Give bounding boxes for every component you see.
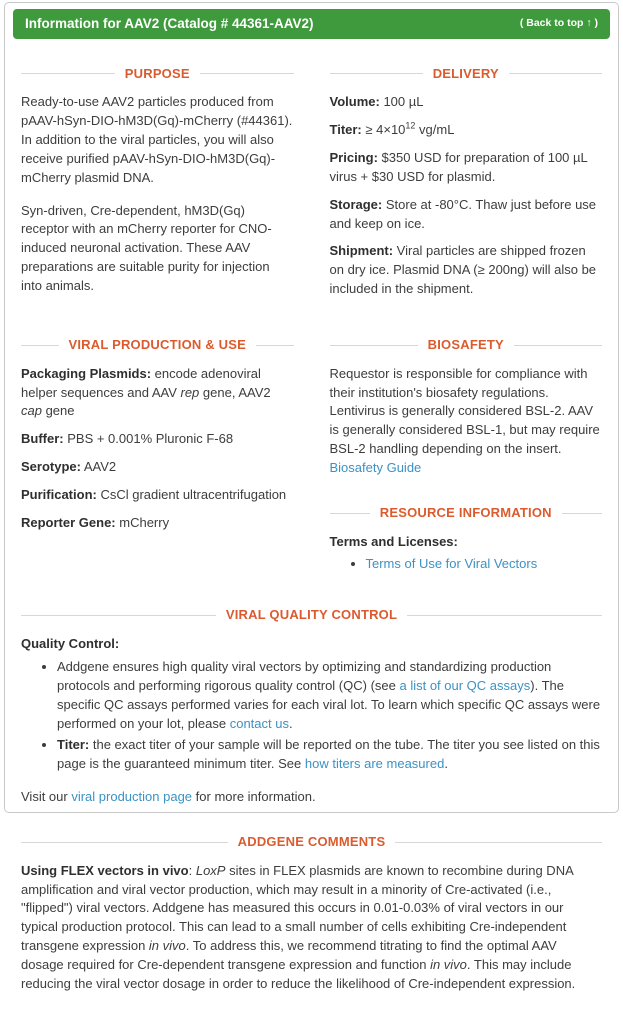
qc-bullet-protocols xyxy=(57,658,602,733)
qc-footer-line xyxy=(21,788,602,807)
delivery-titer xyxy=(330,121,603,140)
viral-production-section xyxy=(21,310,294,580)
text-segment: mCherry xyxy=(115,514,170,530)
superscript-text: 12 xyxy=(405,120,416,131)
reporter-gene-label: Reporter Gene: xyxy=(21,514,116,530)
text-segment: . To address this, we recommend titrating to find the optimal AAV dosage required for Cre-dependent transgene expression and function xyxy=(21,938,557,972)
purification-value xyxy=(97,487,286,502)
reporter-gene-value xyxy=(116,515,169,530)
addgene-comments-section xyxy=(21,833,602,994)
purpose-section xyxy=(21,39,294,310)
biosafety-section-title: BIOSAFETY xyxy=(330,336,603,355)
delivery-shipment xyxy=(330,242,603,299)
text-segment: in vivo xyxy=(148,938,186,954)
resource-information-section-title: RESOURCE INFORMATION xyxy=(330,504,603,523)
back-to-top-link[interactable]: ( Back to top ↑ ) xyxy=(519,17,598,30)
viral-quality-control-section xyxy=(21,606,602,807)
how-titers-are-measured-link[interactable]: how titers are measured xyxy=(304,756,445,772)
text-segment: for more information. xyxy=(192,789,316,805)
text-segment: vg/mL xyxy=(415,122,455,138)
buffer xyxy=(21,430,294,449)
text-segment: $350 USD for preparation of 100 µL virus + $30 USD for plasmid. xyxy=(329,150,588,184)
delivery-pricing-label: Pricing: xyxy=(329,150,378,166)
delivery-section xyxy=(330,39,603,310)
serotype xyxy=(21,458,294,477)
right-column-stack xyxy=(330,310,603,580)
addgene-comments-paragraph xyxy=(21,862,602,994)
text-segment: 100 µL xyxy=(379,94,424,110)
text-segment: Requestor is responsible for compliance with their institution's biosafety regulations. Lentivirus is generally considered BSL-2. AAV is generally considered BSL-1, but may require BSL-2 handling depending on the insert. xyxy=(329,365,600,457)
delivery-volume-value xyxy=(380,94,424,109)
buffer-label: Buffer: xyxy=(21,431,64,447)
a-list-of-our-qc-assays-link[interactable]: a list of our QC assays xyxy=(399,677,531,693)
purpose-paragraph-2 xyxy=(21,202,294,296)
biosafety-guide-link[interactable]: Biosafety Guide xyxy=(329,459,422,475)
buffer-value xyxy=(64,431,233,446)
text-segment: Syn-driven, Cre-dependent, hM3D(Gq) receptor with an mCherry reporter for CNO-induced neuronal activation. These AAV preparations are suitable purity for injection into animals. xyxy=(21,202,272,293)
qc-bullet-titer xyxy=(57,736,602,774)
text-segment: Addgene ensures high quality viral vectors by optimizing and standardizing production protocols and performing rigorous quality control (QC) (see xyxy=(57,658,552,693)
serotype-value xyxy=(81,459,116,474)
text-segment: LoxP xyxy=(195,862,226,878)
delivery-volume-label: Volume: xyxy=(329,94,380,110)
text-segment: Store at -80°C. Thaw just before use and keep on ice. xyxy=(329,196,597,231)
resource-information-section xyxy=(330,504,603,575)
text-segment: ≥ 4×10 xyxy=(361,122,406,138)
text-segment: ). The specific QC assays performed varies for each viral lot. To learn which specific QC assays were performed on your lot, please xyxy=(57,677,601,731)
delivery-shipment-label: Shipment: xyxy=(329,243,394,259)
biosafety-paragraph xyxy=(330,365,603,478)
info-panel xyxy=(4,2,619,991)
biosafety-section xyxy=(330,336,603,478)
delivery-storage-label: Storage: xyxy=(329,196,383,212)
delivery-section-title: DELIVERY xyxy=(330,65,603,84)
text-segment: cap xyxy=(21,403,42,419)
text-segment: : xyxy=(188,862,196,878)
text-segment: the exact titer of your sample will be reported on the tube. The titer you see listed on this page is the guaranteed minimum titer. See xyxy=(57,737,600,772)
delivery-titer-value xyxy=(362,122,455,137)
packaging-plasmids xyxy=(21,365,294,422)
text-segment: sites in FLEX plasmids are known to recombine during DNA amplification and viral vector production, which may result in a minority of Cre-activated (i.e., "flipped") viral vectors. Addgene has measured this occurs in 0.01-0.03% of viral vectors in our typical production protocol. This can lead to a small number of cells exhibiting Cre-independent transgene expression xyxy=(21,862,574,954)
viral-production-page-link[interactable]: viral production page xyxy=(71,789,193,805)
delivery-volume xyxy=(330,93,603,112)
purification-label: Purification: xyxy=(21,486,97,502)
text-segment: . xyxy=(444,756,448,772)
serotype-label: Serotype: xyxy=(21,459,81,475)
quality-control-heading: Quality Control: xyxy=(21,636,120,652)
text-segment: in vivo xyxy=(430,956,467,972)
text-segment: . xyxy=(288,715,293,731)
section-header-bar xyxy=(13,9,610,39)
resource-link-list xyxy=(330,555,603,574)
contact-us-link[interactable]: contact us xyxy=(229,715,289,731)
content-area xyxy=(5,39,618,1016)
resource-link-item xyxy=(366,555,603,574)
text-segment: Viral particles are shipped frozen on dry ice. Plasmid DNA (≥ 200ng) will also be included in the shipment. xyxy=(329,243,597,297)
text-segment: Using FLEX vectors in vivo xyxy=(21,862,189,878)
purpose-paragraph-1 xyxy=(21,93,294,187)
purification xyxy=(21,486,294,505)
two-column-grid xyxy=(21,39,602,581)
text-segment: CsCl gradient ultracentrifugation xyxy=(96,486,287,502)
terms-and-licenses-label: Terms and Licenses: xyxy=(329,533,458,549)
text-segment: gene, AAV2 xyxy=(199,384,271,400)
text-segment: AAV2 xyxy=(80,459,117,475)
text-segment: Titer: xyxy=(57,737,90,753)
text-segment: rep xyxy=(180,384,200,400)
packaging-plasmids-label: Packaging Plasmids: xyxy=(21,365,152,381)
qc-bullet-list xyxy=(21,658,602,774)
delivery-storage xyxy=(330,196,603,234)
purpose-section-title: PURPOSE xyxy=(21,65,294,84)
text-segment: Ready-to-use AAV2 particles produced from pAAV-hSyn-DIO-hM3D(Gq)-mCherry (#44361). In addition to the viral particles, you will also receive purified pAAV-hSyn-DIO-hM3D(Gq)-mCherry plasmid DNA. xyxy=(21,94,293,185)
delivery-pricing xyxy=(330,149,603,187)
text-segment: . This may include reducing the viral vector dosage in order to reduce the likelihood of Cre-independent expression. xyxy=(21,956,576,991)
viral-quality-control-section-title: VIRAL QUALITY CONTROL xyxy=(21,606,602,625)
text-segment: gene xyxy=(41,403,75,419)
text-segment: Visit our xyxy=(21,789,72,805)
delivery-titer-label: Titer: xyxy=(329,122,362,138)
text-segment: PBS + 0.001% Pluronic F-68 xyxy=(63,431,234,447)
reporter-gene xyxy=(21,514,294,533)
viral-production-section-title: VIRAL PRODUCTION & USE xyxy=(21,336,294,355)
addgene-comments-section-title: ADDGENE COMMENTS xyxy=(21,833,602,852)
terms-of-use-for-viral-vectors-link[interactable]: Terms of Use for Viral Vectors xyxy=(365,556,538,572)
page-title: Information for AAV2 (Catalog # 44361-AAV2) xyxy=(25,16,314,31)
text-segment: encode adenoviral helper sequences and AAV xyxy=(21,365,261,400)
